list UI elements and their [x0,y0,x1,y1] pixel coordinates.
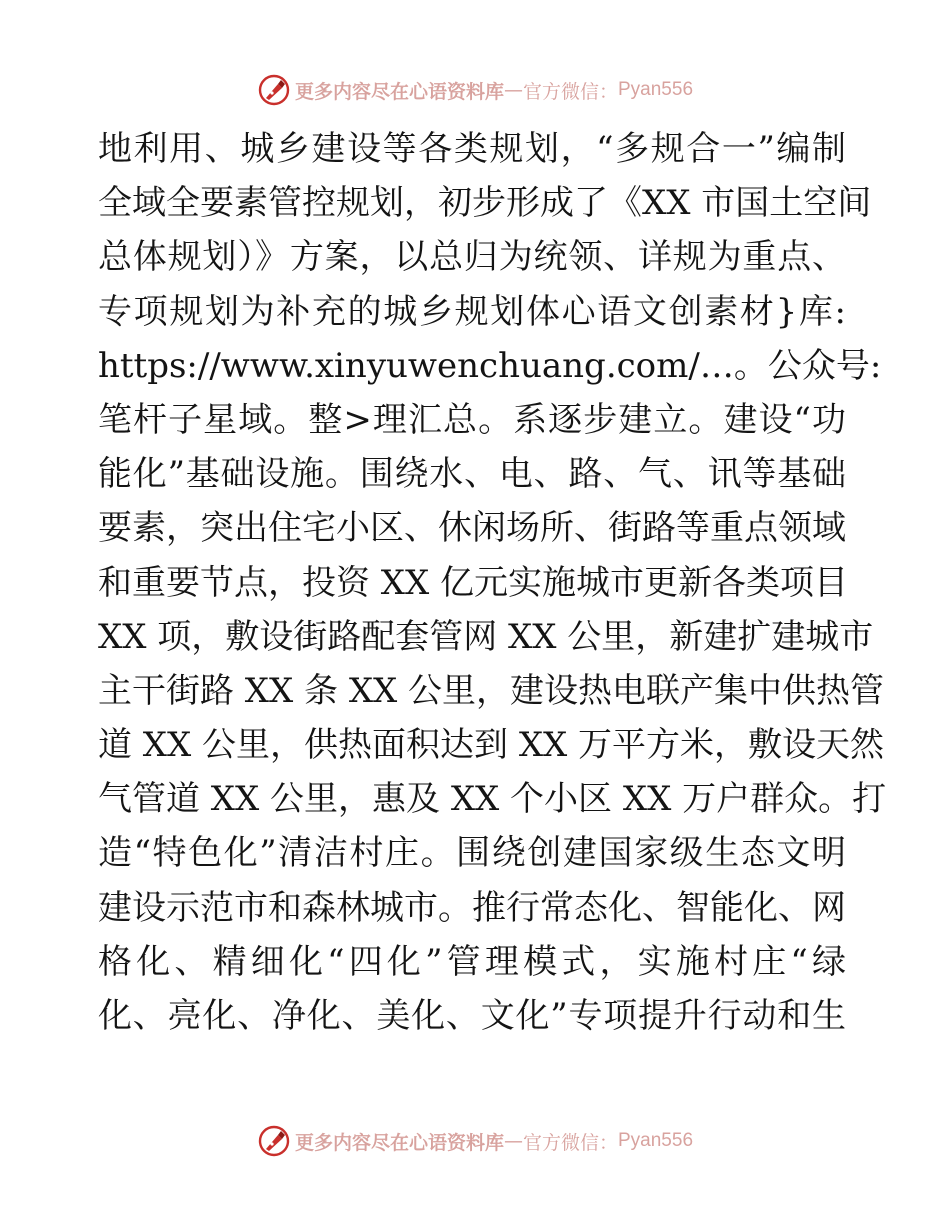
body-line: 造“特色化”清洁村庄。围绕创建国家级生态文明 [98,833,846,874]
banner-slogan: 更多内容尽在心语资料库 [294,1131,504,1154]
body-line: 总体规划）》方案，以总归为统领、详规为重点、 [98,237,846,278]
body-line: 主干街路 XX 条 XX 公里，建设热电联产集中供热管 [98,670,885,711]
banner-slogan: 更多内容尽在心语资料库 [294,80,504,103]
body-line: 专项规划为补充的城乡规划体心语文创素材}库: [98,291,846,332]
body-line: 化、亮化、净化、美化、文化”专项提升行动和生 [98,996,846,1036]
banner-wechat-handle: Pyan556 [618,1130,694,1151]
body-line: 建设示范市和森林城市。推行常态化、智能化、网 [98,887,846,928]
pen-nib-logo-icon [257,1124,291,1158]
banner-wechat-label: 官方微信： [522,80,618,103]
body-line: 笔杆子星域。整>理汇总。系逐步建立。建设“功 [98,399,846,440]
body-line: XX 项，敷设街路配套管网 XX 公里，新建扩建城市 [98,616,874,657]
body-line: https://www.xinyuwenchuang.com/…。公众号: [98,345,882,386]
body-line: 能化”基础设施。围绕水、电、路、气、讯等基础 [98,454,846,495]
body-line: 格化、精细化“四化”管理模式，实施村庄“绿 [98,941,846,982]
footer-banner [0,1123,950,1159]
pen-nib-logo-icon [257,73,291,107]
body-line: 全域全要素管控规划，初步形成了《XX 市国土空间 [98,183,872,224]
banner-wechat-handle: Pyan556 [618,79,694,100]
body-line: 地利用、城乡建设等各类规划，“多规合一”编制 [98,129,846,169]
body-line: 和重要节点，投资 XX 亿元实施城市更新各类项目 [98,562,849,603]
body-line: 要素，突出住宅小区、休闲场所、街路等重点领域 [98,508,846,549]
document-body [98,122,887,1043]
banner-separator: — [503,79,523,101]
body-line: 道 XX 公里，供热面积达到 XX 万平方米，敷设天然 [98,725,885,766]
header-banner [0,72,950,108]
banner-wechat-label: 官方微信： [522,1131,618,1154]
banner-separator: — [503,1130,523,1152]
body-line: 气管道 XX 公里，惠及 XX 个小区 XX 万户群众。打 [98,779,887,820]
